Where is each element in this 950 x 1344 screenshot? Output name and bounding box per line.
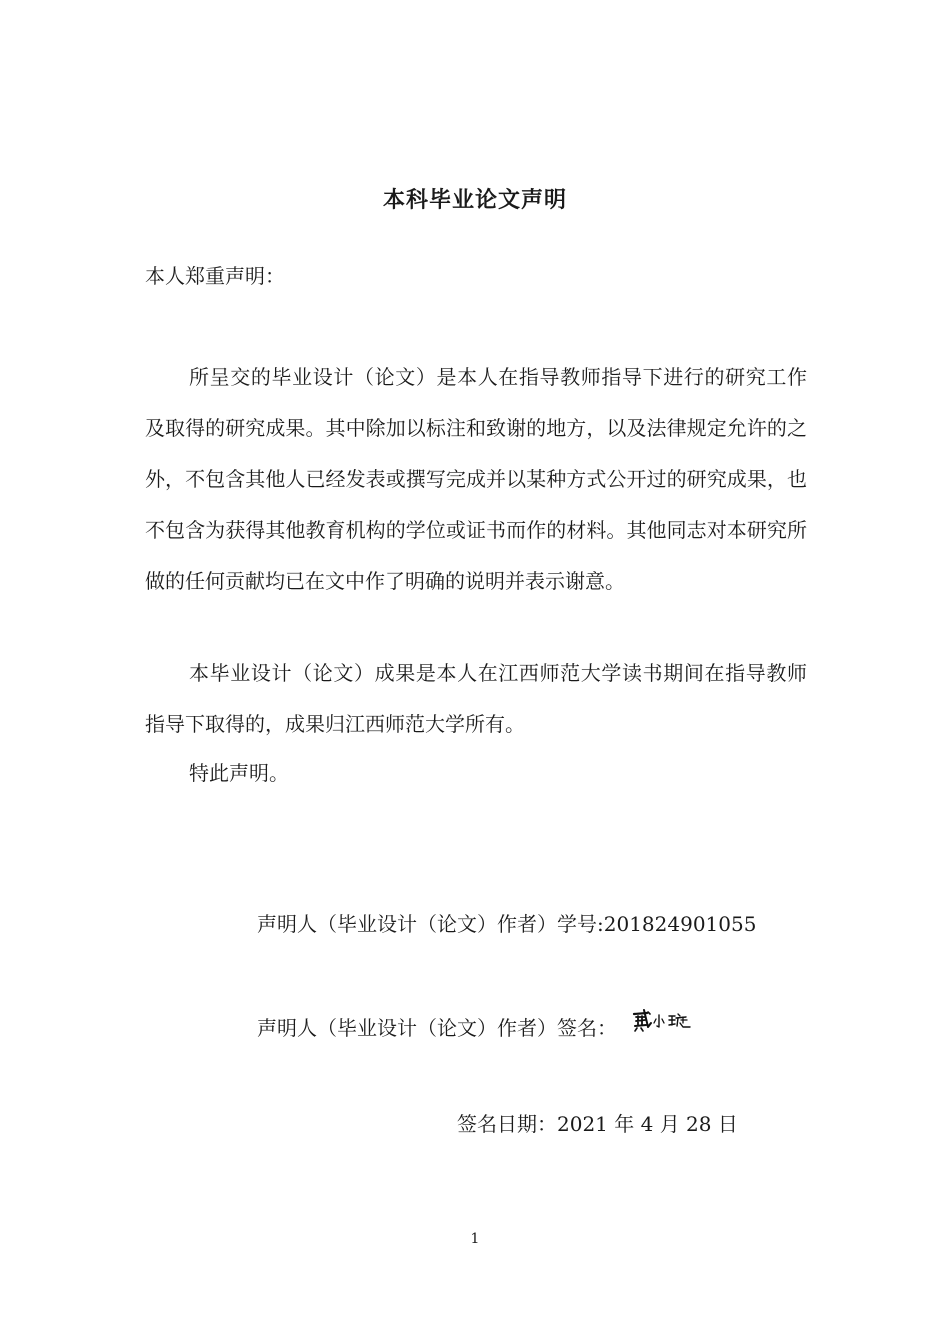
student-id-line [257,908,756,937]
signature-label: 声明人（毕业设计（论文）作者）签名： [257,1016,617,1040]
declaration-closing: 特此声明。 [189,761,289,785]
declaration-paragraph-1: 所呈交的毕业设计（论文）是本人在指导教师指导下进行的研究工作及取得的研究成果。其中除加以标注和致谢的地方，以及法律规定允许的之外，不包含其他人已经发表或撰写完成并以某种方式公开过的研究成果，也不包含为获得其他教育机构的学位或证书而作的材料。其他同志对本研究所做的任何贡献均已在文中作了明确的说明并表示谢意。 [145,365,807,593]
page-title: 本科毕业论文声明 [382,188,567,213]
signature-line [257,1012,693,1041]
student-id-value: 201824901055 [603,912,757,936]
handwritten-signature [631,1007,693,1038]
page-number: 1 [470,1231,480,1247]
date-value: 2021 年 4 月 28 日 [557,1112,738,1136]
date-label: 签名日期： [457,1112,557,1136]
declaration-paragraph-2: 本毕业设计（论文）成果是本人在江西师范大学读书期间在指导教师指导下取得的，成果归江西师范大学所有。 [145,661,807,736]
signature-date-line [457,1108,738,1137]
salutation: 本人郑重声明： [145,264,285,288]
student-id-label: 声明人（毕业设计（论文）作者）学号: [257,912,604,936]
